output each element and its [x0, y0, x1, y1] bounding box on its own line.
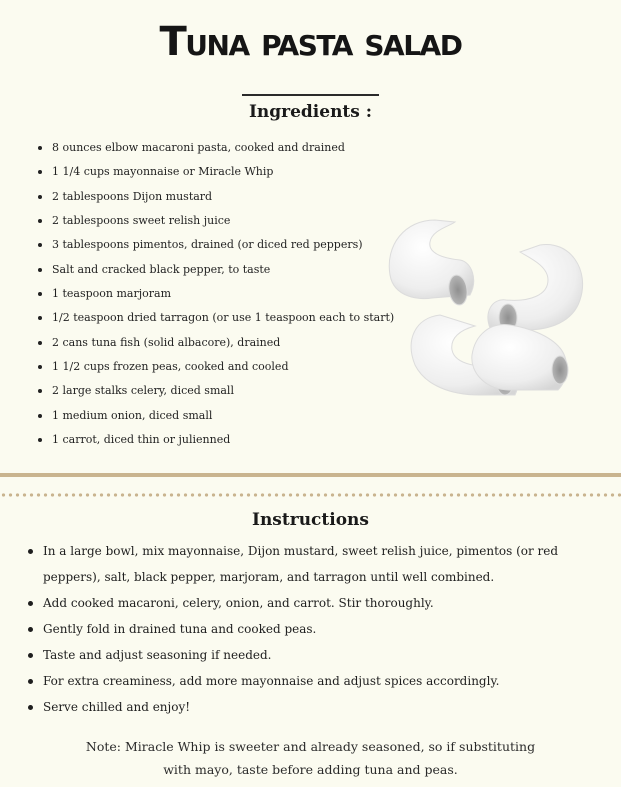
ingredient-item: 1 medium onion, diced small: [52, 404, 394, 428]
instruction-step: Add cooked macaroni, celery, onion, and carrot. Stir thoroughly.: [43, 590, 613, 616]
page-title: Tuna pasta salad: [159, 19, 462, 65]
ingredients-heading: Ingredients :: [248, 102, 373, 122]
recipe-note: [0, 735, 621, 781]
ingredient-item: 8 ounces elbow macaroni pasta, cooked and drained: [52, 136, 394, 160]
ingredient-item: 1 1/2 cups frozen peas, cooked and cooled: [52, 355, 394, 379]
ingredients-list: [36, 136, 394, 452]
ingredient-item: Salt and cracked black pepper, to taste: [52, 258, 394, 282]
instructions-list: [26, 538, 613, 720]
ingredient-item: 3 tablespoons pimentos, drained (or diced red peppers): [52, 233, 394, 257]
ingredient-item: 2 tablespoons Dijon mustard: [52, 185, 394, 209]
macaroni-piece: [389, 220, 473, 306]
instruction-step: Gently fold in drained tuna and cooked peas.: [43, 616, 613, 642]
macaroni-piece: [472, 325, 568, 390]
instructions-heading: Instructions: [252, 510, 369, 530]
ingredient-item: 2 large stalks celery, diced small: [52, 379, 394, 403]
ingredient-item: 1 teaspoon marjoram: [52, 282, 394, 306]
ingredient-item: 1/2 teaspoon dried tarragon (or use 1 teaspoon each to start): [52, 306, 394, 330]
ingredient-item: 2 tablespoons sweet relish juice: [52, 209, 394, 233]
instruction-step: For extra creaminess, add more mayonnaise and adjust spices accordingly.: [43, 668, 613, 694]
dotted-divider: [0, 493, 621, 497]
instruction-step: In a large bowl, mix mayonnaise, Dijon mustard, sweet relish juice, pimentos (or red peppers), salt, black pepper, marjoram, and tarragon until well combined.: [43, 538, 613, 590]
ingredient-item: 2 cans tuna fish (solid albacore), drained: [52, 331, 394, 355]
note-line: Note: Miracle Whip is sweeter and already seasoned, so if substituting: [85, 739, 536, 754]
note-line: with mayo, taste before adding tuna and peas.: [163, 762, 458, 777]
ingredient-item: 1 carrot, diced thin or julienned: [52, 428, 394, 452]
instruction-step: Serve chilled and enjoy!: [43, 694, 613, 720]
macaroni-illustration: [380, 200, 590, 410]
instruction-step: Taste and adjust seasoning if needed.: [43, 642, 613, 668]
macaroni-piece: [488, 244, 583, 332]
title-divider: [242, 94, 379, 96]
section-divider: [0, 473, 621, 477]
ingredient-item: 1 1/4 cups mayonnaise or Miracle Whip: [52, 160, 394, 184]
